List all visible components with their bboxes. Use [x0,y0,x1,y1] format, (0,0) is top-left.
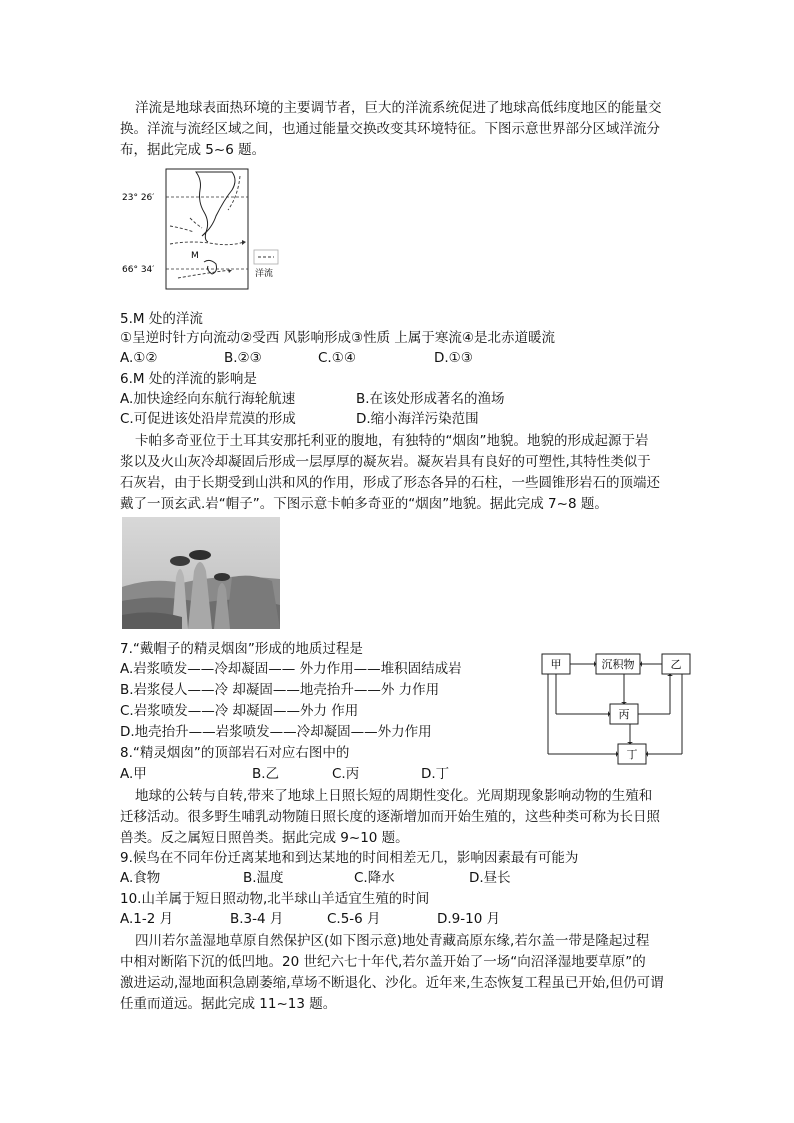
passage3-line2: 迁移活动。很多野生哺乳动物随日照长度的逐渐增加而开始生殖的，这些种类可称为长日照 [120,809,660,825]
q5-statements: ①呈逆时针方向流动②受西 风影响形成③性质 上属于寒流④是北赤道暖流 [120,330,555,346]
passage4-line2: 中相对断陷下沉的低凹地。20 世纪六七十年代,若尔盖开始了一场“向沼泽湿地要草原”的 [120,954,646,970]
q7-option-c[interactable]: C.岩浆喷发——冷 却凝固——外力 作用 [120,703,359,719]
lat-bottom-label: 66° 34′ [122,265,155,275]
q10-stem: 10.山羊属于短日照动物,北半球山羊适宜生殖的时间 [120,891,430,907]
passage2-line3: 石灰岩，由于长期受到山洪和风的作用，形成了形态各异的石柱，一些圆锥形岩石的顶端还 [120,475,660,491]
passage2-line2: 浆以及火山灰冷却凝固后形成一层厚厚的凝灰岩。凝灰岩具有良好的可塑性,其特性类似于 [120,454,651,470]
q8-option-b[interactable]: B.乙 [252,766,280,782]
box-ding: 丁 [626,748,638,761]
q5-option-c[interactable]: C.①④ [318,350,356,366]
passage1-line1: 洋流是地球表面热环境的主要调节者，巨大的洋流系统促进了地球高低纬度地区的能量交 [135,100,662,116]
q5-option-d[interactable]: D.①③ [434,350,473,366]
passage4-line1: 四川若尔盖湿地草原自然保护区(如下图示意)地处青藏高原东缘,若尔盖一带是隆起过程 [135,933,650,949]
q8-option-d[interactable]: D.丁 [421,766,450,782]
q7-option-b[interactable]: B.岩浆侵人——冷 却凝固——地壳抬升——外 力作用 [120,682,440,698]
q6-option-c[interactable]: C.可促进该处沿岸荒漠的形成 [120,411,296,427]
q10-option-b[interactable]: B.3-4 月 [230,911,284,927]
q10-option-d[interactable]: D.9-10 月 [437,911,501,927]
q9-option-d[interactable]: D.昼长 [469,870,511,886]
passage2-line1: 卡帕多奇亚位于土耳其安那托利亚的腹地，有独特的“烟囱”地貌。地貌的形成起源于岩 [135,433,649,449]
passage3-line1: 地球的公转与自转,带来了地球上日照长短的周期性变化。光周期现象影响动物的生殖和 [135,788,653,804]
passage3-line3: 兽类。反之属短日照兽类。据此完成 9~10 题。 [120,830,409,846]
passage4-line4: 任重而道远。据此完成 11~13 题。 [120,996,337,1012]
passage1-line2: 换。洋流与流经区域之间，也通过能量交换改变其环境特征。下图示意世界部分区域洋流分 [120,121,660,137]
q10-option-c[interactable]: C.5-6 月 [327,911,381,927]
q6-option-a[interactable]: A.加快途经向东航行海轮航速 [120,391,296,407]
box-yi: 乙 [670,658,682,671]
passage4-line3: 激进运动,湿地面积急剧萎缩,草场不断退化、沙化。近年来,生态恢复工程虽已开始,但仍可谓 [120,975,664,991]
q8-option-a[interactable]: A.甲 [120,766,147,782]
q6-stem: 6.M 处的洋流的影响是 [120,371,257,387]
q9-stem: 9.候鸟在不同年份迁离某地和到达某地的时间相差无几，影响因素最有可能为 [120,850,579,866]
q6-option-b[interactable]: B.在该处形成著名的渔场 [356,391,505,407]
box-jia: 甲 [550,658,562,671]
q10-option-a[interactable]: A.1-2 月 [120,911,174,927]
q9-option-b[interactable]: B.温度 [243,870,284,886]
q7-option-a[interactable]: A.岩浆喷发——冷却凝固—— 外力作用——堆积固结成岩 [120,661,462,677]
q6-option-d[interactable]: D.缩小海洋污染范围 [356,411,479,427]
q5-stem: 5.M 处的洋流 [120,311,203,327]
q7-stem: 7.“戴帽子的精灵烟囱”形成的地质过程是 [120,641,363,657]
fairy-chimney-photo [122,517,280,629]
box-bing: 丙 [618,708,630,721]
passage2-line4: 戴了一顶玄武.岩“帽子”。下图示意卡帕多奇亚的“烟囱”地貌。据此完成 7~8 题。 [120,496,608,512]
q5-option-b[interactable]: B.②③ [224,350,262,366]
q7-option-d[interactable]: D.地壳抬升——岩浆喷发——冷却凝固——外力作用 [120,724,432,740]
ocean-current-map [120,166,290,296]
q9-option-a[interactable]: A.食物 [120,870,161,886]
legend-label: 洋流 [255,269,274,279]
q5-option-a[interactable]: A.①② [120,350,158,366]
q9-option-c[interactable]: C.降水 [354,870,395,886]
label-m: M [191,251,199,261]
rock-cycle-diagram [538,650,694,770]
q8-stem: 8.“精灵烟囱”的顶部岩石对应右图中的 [120,745,350,761]
box-sediment: 沉积物 [601,658,635,671]
q8-option-c[interactable]: C.丙 [332,766,360,782]
lat-top-label: 23° 26′ [122,193,155,203]
passage1-line3: 布，据此完成 5~6 题。 [120,142,266,158]
